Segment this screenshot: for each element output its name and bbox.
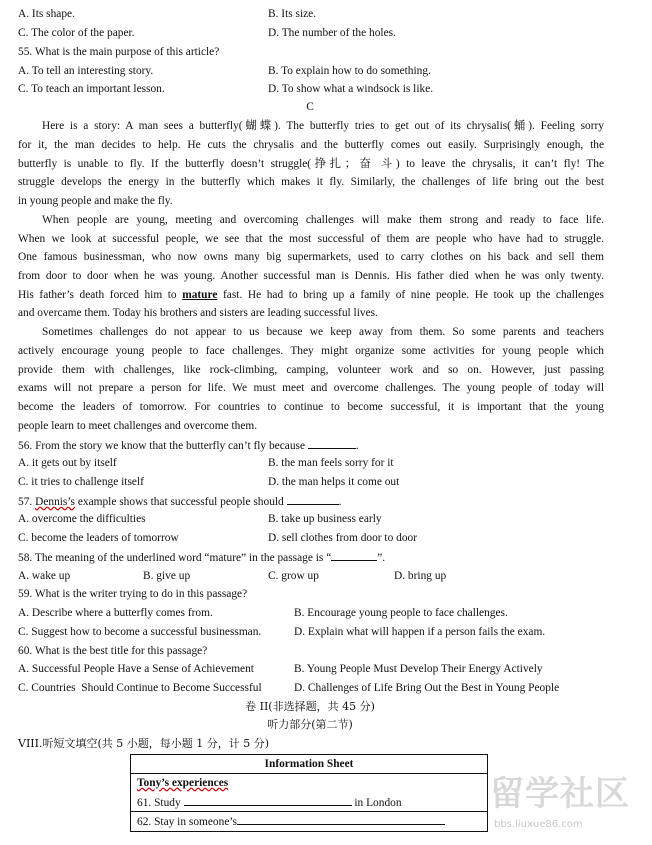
q54-option-b: B. Its size. <box>268 8 317 20</box>
q58-option-c: C. grow up <box>268 570 319 582</box>
passage-p3-line: become the leaders of tomorrow. For countries to continue to become successful, it is important that the young <box>18 401 604 413</box>
q57-stem: 57. Dennis’s example shows that successful people should . <box>18 492 341 512</box>
p2-text: His father’s death forced him to <box>18 289 183 301</box>
q55-option-c: C. To teach an important lesson. <box>18 83 165 95</box>
q56-option-b: B. the man feels sorry for it <box>268 457 394 469</box>
q55-option-d: D. To show what a windsock is like. <box>268 83 434 95</box>
passage-p2-line: When we look at successful people, we see that the most successful of them are people who have had to struggle. <box>18 233 604 245</box>
q55-option-a: A. To tell an interesting story. <box>18 65 154 77</box>
q59-stem: 59. What is the writer trying to do in this passage? <box>18 588 248 600</box>
q60-option-d: D. Challenges of Life Bring Out the Best in Young People <box>294 682 560 694</box>
q57-option-b: B. take up business early <box>268 513 382 525</box>
watermark-brand: 留学社区 <box>490 774 630 814</box>
sheet-row-62 <box>137 812 445 832</box>
q54-option-a: A. Its shape. <box>18 8 75 20</box>
q55-option-b: B. To explain how to do something. <box>268 65 431 77</box>
q58-stem-end: ”. <box>377 552 386 564</box>
section-letter: C <box>306 101 314 113</box>
passage-p1-line: butterfly is unable to fly. If the butterfly doesn’t struggle(挣扎；奋 斗) to leave the chrysalis, it can’t fly! The <box>18 158 604 170</box>
p2-text: fast. He had to bring up a family of nine people. He took up the challenges <box>217 289 604 301</box>
passage-p1-line: Here is a story: A man sees a butterfly(蝴蝶). The butterfly tries to get out of its chrysalis(蛹). Feeling sorry <box>42 120 604 132</box>
passage-p3-line: Sometimes challenges do not appear to us because we keep away from them. So some parents and teachers <box>42 326 604 338</box>
answer-blank[interactable] <box>308 436 356 449</box>
underlined-word-mature: mature <box>182 289 218 301</box>
q56-option-d: D. the man helps it come out <box>268 476 400 488</box>
section8-title: VIII.听短文填空(共 5 小题，每小题 1 分，计 5 分) <box>18 737 270 750</box>
part2-title: 卷 II(非选择题，共 45 分) <box>245 700 375 713</box>
passage-p3-line: actively encourage young people to face challenges. They might organize some activities for young people which <box>18 345 604 357</box>
row61-suffix: in London <box>354 797 402 809</box>
row61-label: 61. Study <box>137 797 181 809</box>
sheet-title: Information Sheet <box>264 758 354 770</box>
listening-title: 听力部分(第二节) <box>267 718 353 731</box>
q58-stem-text: 58. The meaning of the underlined word “mature” in the passage is “ <box>18 552 332 564</box>
passage-p3-line: people learn to meet challenges and overcome them. <box>18 420 258 432</box>
site-watermark <box>490 774 650 836</box>
q57-option-c: C. become the leaders of tomorrow <box>18 532 179 544</box>
q56-option-a: A. it gets out by itself <box>18 457 117 469</box>
passage-p3-line: exams will not prepare a person for life. We must meet and overcome challenges. The young people of today will <box>18 382 604 394</box>
q59-option-c: C. Suggest how to become a successful businessman. <box>18 626 262 638</box>
passage-p1-line: for it, the man decides to help. He cuts the chrysalis and the butterfly comes out easily. Surprisingly enough, the <box>18 139 604 151</box>
answer-blank-62[interactable] <box>237 812 445 825</box>
answer-blank[interactable] <box>287 492 339 505</box>
q58-option-b: B. give up <box>143 570 191 582</box>
q59-option-b: B. Encourage young people to face challenges. <box>294 607 508 619</box>
passage-p2-line: One famous businessman, who now owns many big supermarkets, used to carry clothes on his back and sell them <box>18 251 604 263</box>
row62-label: 62. Stay in someone’s <box>137 816 237 828</box>
q59-option-a: A. Describe where a butterfly comes from. <box>18 607 213 619</box>
q58-option-d: D. bring up <box>394 570 447 582</box>
q57-option-a: A. overcome the difficulties <box>18 513 146 525</box>
q56-stem: 56. From the story we know that the butterfly can’t fly because . <box>18 436 359 456</box>
passage-p2-line: When people are young, meeting and overcoming challenges will make them strong and ready to face life. <box>42 214 604 226</box>
answer-blank-61[interactable] <box>184 793 352 806</box>
passage-p2-line: from door to door when he was young. Another successful man is Dennis. His father died when he was only twenty. <box>18 270 604 282</box>
q54-option-d: D. The number of the holes. <box>268 27 396 39</box>
q57-option-d: D. sell clothes from door to door <box>268 532 418 544</box>
q60-stem: 60. What is the best title for this passage? <box>18 645 208 657</box>
q60-option-b: B. Young People Must Develop Their Energy Actively <box>294 663 543 675</box>
q60-option-c: C. Countries Should Continue to Become Successful <box>18 682 262 694</box>
q57-name-dennis: Dennis’s <box>35 496 75 508</box>
passage-p3-line: provide them with challenges, like rock-climbing, camping, volunteer work and so on. However, just passing <box>18 364 604 376</box>
q54-option-c: C. The color of the paper. <box>18 27 135 39</box>
sheet-heading: Tony’s experiences <box>137 777 229 789</box>
q59-option-d: D. Explain what will happen if a person fails the exam. <box>294 626 546 638</box>
watermark-url: bbs.liuxue86.com <box>494 819 583 830</box>
q56-option-c: C. it tries to challenge itself <box>18 476 144 488</box>
passage-p1-line: struggle develops the energy in the butterfly which makes it fly. Similarly, the challenges of life bring out the best <box>18 176 604 188</box>
information-sheet <box>130 754 488 832</box>
q58-stem <box>18 548 385 568</box>
q55-stem: 55. What is the main purpose of this article? <box>18 46 220 58</box>
q56-stem-text: 56. From the story we know that the butterfly can’t fly because <box>18 440 306 452</box>
passage-p1-line: in young people and make the fly. <box>18 195 173 207</box>
passage-p2-line <box>18 286 604 305</box>
q57-stem-number: 57. <box>18 496 36 508</box>
q57-stem-text: example shows that successful people should <box>74 496 284 508</box>
passage-p2-line: and overcame them. Today his brothers and sisters are leading successful lives. <box>18 307 378 319</box>
q60-option-a: A. Successful People Have a Sense of Achievement <box>18 663 254 675</box>
sheet-row-61 <box>137 793 402 813</box>
answer-blank[interactable] <box>331 548 377 561</box>
q58-option-a: A. wake up <box>18 570 71 582</box>
